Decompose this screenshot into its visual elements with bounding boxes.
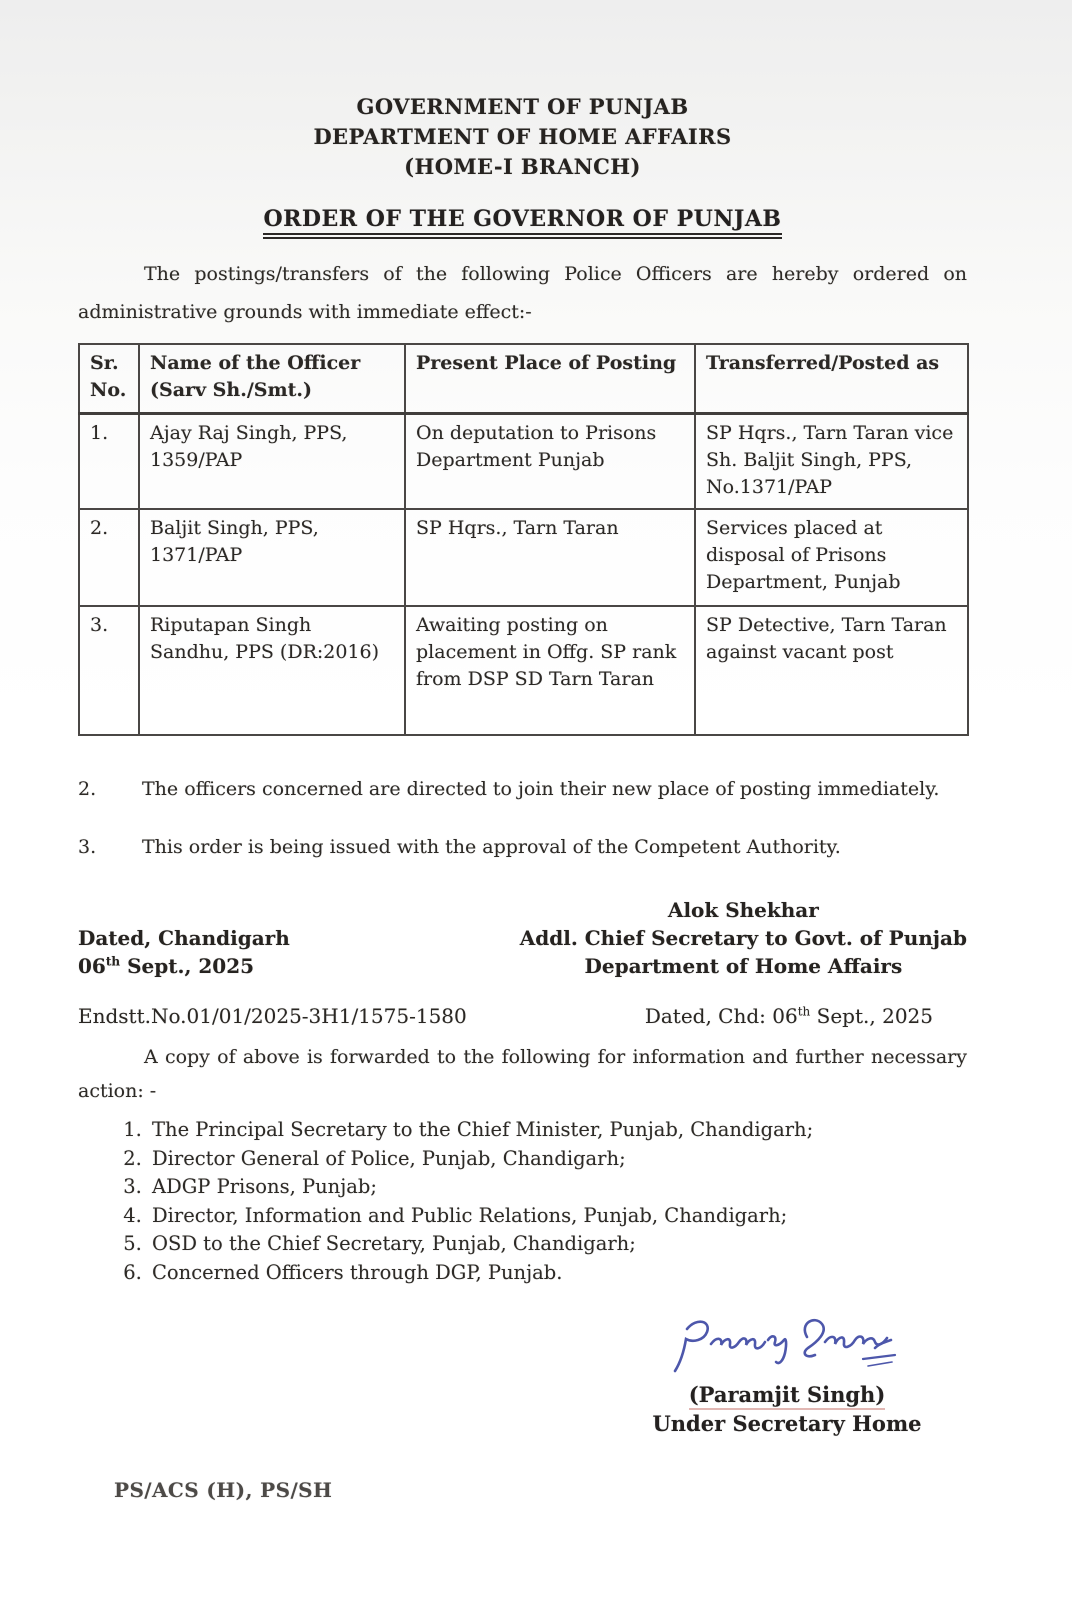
cc-item: 2. Director General of Police, Punjab, Chandigarh; (148, 1145, 967, 1174)
paragraph-text: This order is being issued with the approval of the Competent Authority. (142, 836, 841, 858)
col-header-sr-no: Sr. No. (79, 344, 139, 414)
officer-name-cell: Ajay Raj Singh, PPS, 1359/PAP (139, 414, 405, 510)
sr-no-cell: 1. (79, 414, 139, 510)
dated-date: 06th Sept., 2025 (78, 954, 255, 978)
present-posting-cell: On deputation to Prisons Department Punjab (405, 414, 695, 510)
dated-place: Dated, Chandigarh (78, 926, 290, 950)
copy-paragraph: A copy of above is forwarded to the following for information and further necessary action: - (78, 1046, 967, 1102)
officer-name-cell: Baljit Singh, PPS, 1371/PAP (139, 509, 405, 606)
present-posting-cell: Awaiting posting on placement in Offg. SP rank from DSP SD Tarn Taran (405, 606, 695, 735)
signature-ink (667, 1313, 907, 1385)
table-header-row (79, 344, 968, 414)
signatory-1-name: Alok Shekhar (667, 898, 819, 922)
transferred-cell: SP Hqrs., Tarn Taran vice Sh. Baljit Singh, PPS, No.1371/PAP (695, 414, 968, 510)
officers-table (78, 343, 969, 736)
endorsement-row (78, 1004, 967, 1028)
department-title: DEPARTMENT OF HOME AFFAIRS (313, 124, 732, 149)
cc-item: 1. The Principal Secretary to the Chief Minister, Punjab, Chandigarh; (148, 1116, 967, 1145)
table-row (79, 509, 968, 606)
cc-item: 3. ADGP Prisons, Punjab; (148, 1173, 967, 1202)
transferred-cell: SP Detective, Tarn Taran against vacant post (695, 606, 968, 735)
cc-item: 4. Director, Information and Public Relations, Punjab, Chandigarh; (148, 1202, 967, 1231)
signatory-2-name: (Paramjit Singh) (617, 1381, 957, 1409)
signatory-2-designation: Under Secretary Home (652, 1411, 922, 1436)
table-row (79, 606, 968, 735)
branch-title: (HOME-I BRANCH) (404, 154, 641, 179)
paragraph-number: 3. (78, 836, 97, 858)
col-header-transferred: Transferred/Posted as (695, 344, 968, 414)
sr-no-cell: 2. (79, 509, 139, 606)
col-header-officer-name: Name of the Officer (Sarv Sh./Smt.) (139, 344, 405, 414)
paragraph-2 (78, 770, 967, 808)
cc-item: 5. OSD to the Chief Secretary, Punjab, Chandigarh; (148, 1230, 967, 1259)
officer-name-cell: Riputapan Singh Sandhu, PPS (DR:2016) (139, 606, 405, 735)
cc-item: 6. Concerned Officers through DGP, Punjab. (148, 1259, 967, 1288)
signatory-1-department: Department of Home Affairs (584, 954, 903, 978)
col-header-present-posting: Present Place of Posting (405, 344, 695, 414)
signatory-1-block (520, 896, 967, 980)
order-title: ORDER OF THE GOVERNOR OF PUNJAB (263, 206, 781, 239)
paragraph-text: The officers concerned are directed to join their new place of posting immediately. (142, 778, 940, 800)
signatory-1-designation: Addl. Chief Secretary to Govt. of Punjab (519, 926, 967, 950)
paragraph-3 (78, 828, 967, 866)
present-posting-cell: SP Hqrs., Tarn Taran (405, 509, 695, 606)
intro-paragraph: The postings/transfers of the following Police Officers are hereby ordered on administrative grounds with immediate effect:- (78, 263, 967, 323)
dated-block (78, 924, 290, 980)
sr-no-cell: 3. (79, 606, 139, 735)
table-row (79, 414, 968, 510)
government-title: GOVERNMENT OF PUNJAB (356, 94, 689, 119)
order-title-row (78, 206, 967, 239)
signatory-2-block (617, 1313, 957, 1438)
transferred-cell: Services placed at disposal of Prisons Department, Punjab (695, 509, 968, 606)
endstt-date: Dated, Chd: 06th Sept., 2025 (644, 1004, 933, 1028)
endstt-number: Endstt.No.01/01/2025-3H1/1575-1580 (78, 1004, 467, 1028)
paragraph-number: 2. (78, 778, 97, 800)
signatory-row (78, 896, 967, 980)
copy-forward-block (78, 1040, 967, 1108)
cc-list (78, 1116, 967, 1287)
document (78, 0, 967, 1502)
footer-reference: PS/ACS (H), PS/SH (114, 1478, 333, 1502)
letterhead (78, 92, 967, 182)
